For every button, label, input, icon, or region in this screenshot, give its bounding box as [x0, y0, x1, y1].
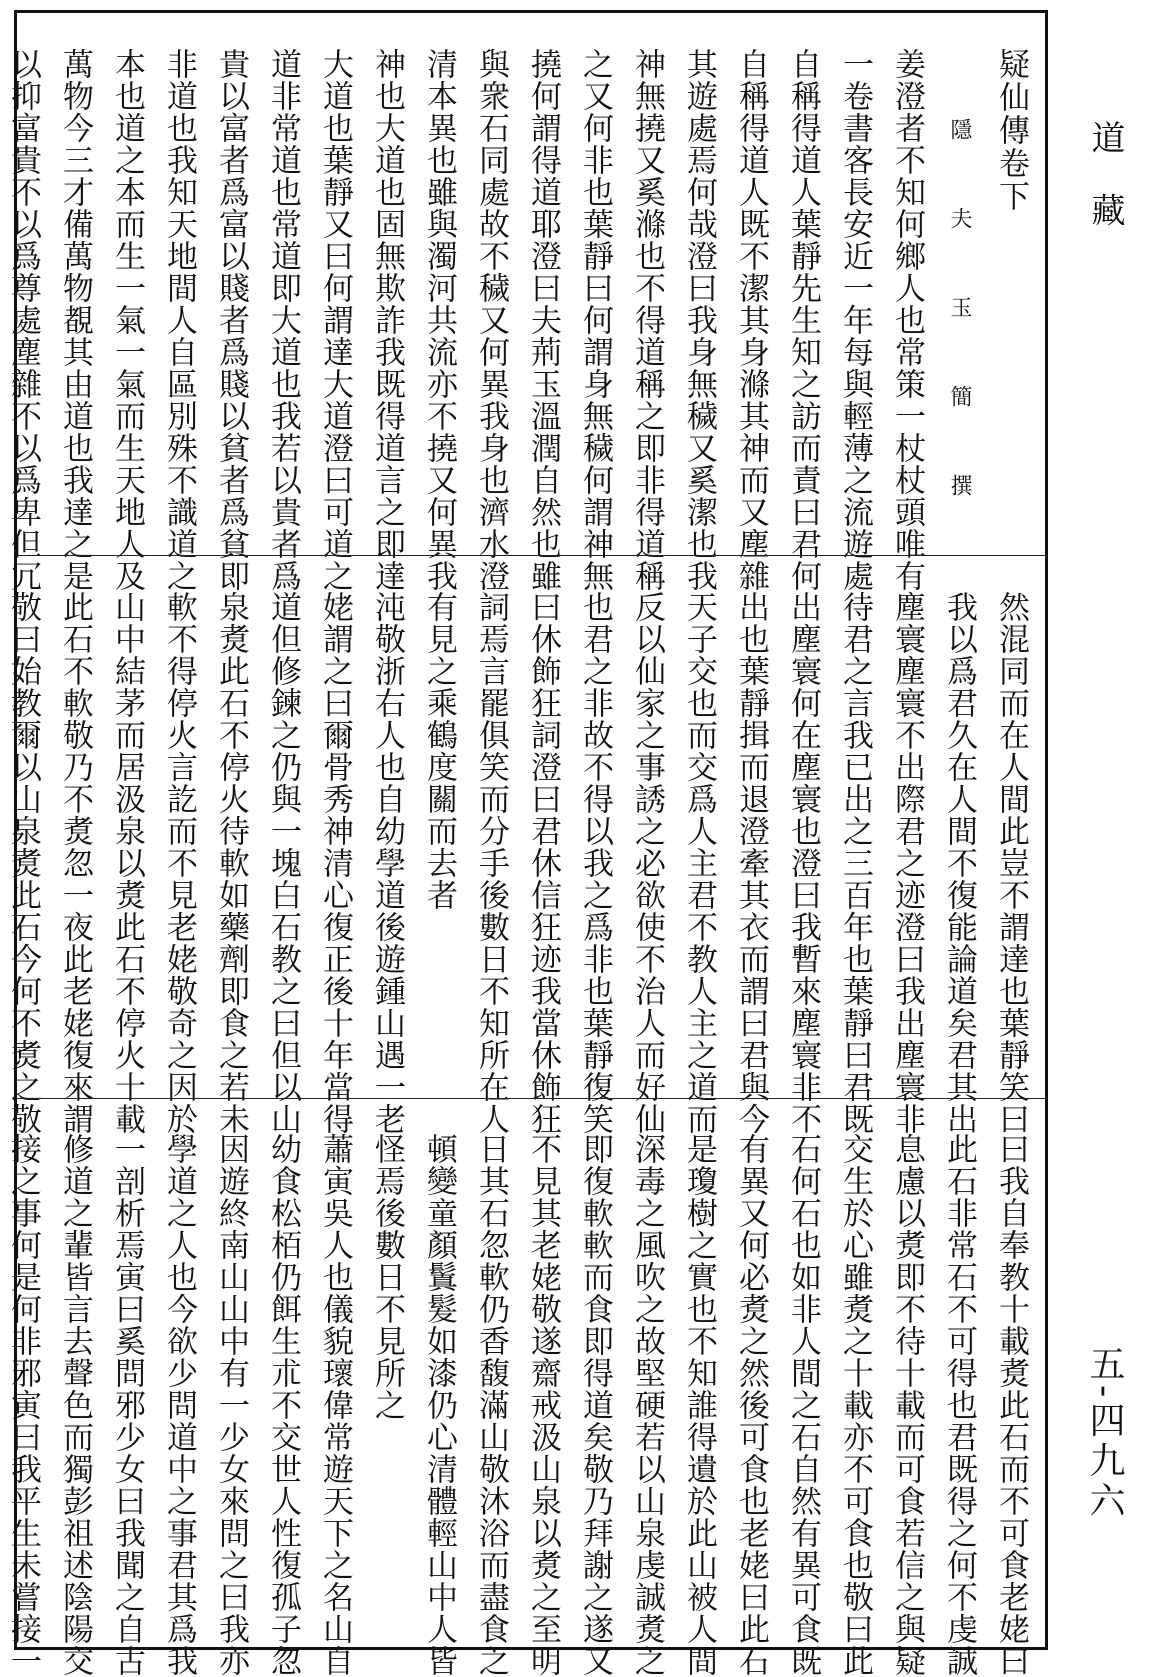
margin-collection-title: 道 藏 — [1085, 120, 1125, 241]
text-line: 我以爲君久在人間不復能論道矣君其出 — [941, 591, 977, 1135]
register-divider — [17, 1098, 1045, 1099]
text-block-middle — [0, 591, 1037, 1135]
text-line: 接之事何是何非邪寅曰我平生未嘗接一 — [5, 1133, 41, 1677]
text-line: 交生於心雖煑之十載亦不可食也敬曰此 — [837, 1133, 873, 1677]
text-line: 塵寰塵寰不出際君之迹澄曰我出塵寰非 — [889, 591, 925, 1135]
text-line: 沌敬浙右人也自幼學道後遊鍾山遇一老 — [369, 591, 405, 1135]
text-line: 天子交也而交爲人主君不教人主之道而 — [681, 591, 717, 1135]
text-line: 曰休飾狂詞澄曰君休信狂迹我當休飾狂 — [525, 591, 561, 1135]
text-line: 幼食松栢仍餌生朮不交世人性復孤子忽 — [265, 1133, 301, 1677]
text-line: 姥謂之曰爾骨秀神清心復正後十年當得 — [317, 591, 353, 1135]
text-line: 詞焉言罷俱笑而分手後數日不知所在人 — [473, 591, 509, 1135]
text-line: 山中結茅而居汲泉以煑此石不停火十載 — [109, 591, 145, 1135]
register-bottom — [5, 1105, 1045, 1677]
text-line: 因遊終南山山中有一少女來問之曰我亦 — [213, 1133, 249, 1677]
text-line: 軟不得停火言訖而不見老姥敬奇之因於 — [161, 591, 197, 1135]
text-line: 道非常道也常道即大道也我若以貴者爲 — [265, 48, 301, 592]
text-line: 大道也葉靜又曰何謂達大道澄曰可道之 — [317, 48, 353, 592]
text-line: 本也道之本而生一氣一氣而生天地人及 — [109, 48, 145, 592]
text-block-top — [0, 48, 1037, 592]
text-line: 蕭寅吳人也儀貌瓌偉常遊天下之名山自 — [317, 1133, 353, 1677]
text-line: 自稱得道人葉靜先生知之訪而責曰君何 — [785, 48, 821, 592]
text-line: 神也大道也固無欺詐我既得道言之即達 — [369, 48, 405, 592]
text-line: 泉煑此石不停火待軟如藥劑即食之若未 — [213, 591, 249, 1135]
text-line: 頓變童顏鬒髮如漆仍心清體輕山中人皆 — [421, 1133, 457, 1677]
register-divider — [17, 555, 1045, 556]
scroll-title: 疑仙傳卷下 — [993, 48, 1029, 213]
text-line: 日其石忽軟仍香馥滿山敬沐浴而盡食之 — [473, 1133, 509, 1677]
text-line: 姜澄者不知何鄉人也常策一杖杖頭唯有 — [889, 48, 925, 592]
text-line: 反以仙家之事誘之必欲使不治人而好仙 — [629, 591, 665, 1135]
text-line: 一剖析焉寅曰奚問邪少女曰我聞之自古 — [109, 1133, 145, 1677]
text-line: 此石不軟敬乃不煑忽一夜此老姥復來謂 — [57, 591, 93, 1135]
text-line: 自稱得道人既不潔其身滌其神而又塵雜 — [733, 48, 769, 592]
text-line: 清本異也雖與濁河共流亦不撓又何異我 — [421, 48, 457, 592]
text-line: 石何石也如非人間之石自然有異可食既 — [785, 1133, 821, 1677]
text-line: 深毒之風吹之故堅硬若以山泉虔誠煑之 — [629, 1133, 665, 1677]
text-line: 有見之乘鶴度關而去者 — [421, 591, 457, 911]
page-number: 五‐四九六 — [1084, 1345, 1125, 1522]
text-line: 非道也我知天地間人自區別殊不識道之 — [161, 48, 197, 592]
text-line: 也君之非故不得以我之爲非也葉靜復笑 — [577, 591, 613, 1135]
text-line: 一卷書客長安近一年每與輕薄之流遊處 — [837, 48, 873, 592]
text-line: 敬曰始教爾以山泉煑此石今何不煑之敬 — [5, 591, 41, 1135]
text-line: 出也葉靜揖而退澄牽其衣而謂曰君與今 — [733, 591, 769, 1135]
text-line: 是瓊樹之實也不知誰得遺於此山被人間 — [681, 1133, 717, 1677]
register-middle — [5, 563, 1045, 1135]
text-line: 以抑富貴不以爲尊處塵雜不以爲卑但冗 — [5, 48, 41, 592]
text-line: 不見其老姥敬遂齋戒汲山泉以煑之至明 — [525, 1133, 561, 1677]
text-line: 曰我自奉教十載煑此石而不可食老姥曰 — [993, 1133, 1029, 1677]
text-line: 息慮以煑即不待十載而可食若信之與疑 — [889, 1133, 925, 1677]
text-line: 之又何非也葉靜曰何謂身無穢何謂神無 — [577, 48, 613, 592]
text-line: 待君之言我已出之三百年也葉靜曰君既 — [837, 591, 873, 1135]
text-block-bottom — [0, 1133, 1037, 1677]
text-line: 怪焉後數日不見所之 — [369, 1133, 405, 1421]
text-line: 道但修鍊之仍與一塊白石教之曰但以山 — [265, 591, 301, 1135]
author-line: 隱 夫 玉 簡 撰 — [947, 118, 972, 526]
text-line: 萬物今三才備萬物覩其由道也我達之是 — [57, 48, 93, 592]
register-top — [5, 20, 1045, 592]
text-line: 貴以富者爲富以賤者爲賤以貧者爲貧即 — [213, 48, 249, 592]
text-line: 撓何謂得道耶澄曰夫荊玉溫潤自然也雖 — [525, 48, 561, 592]
text-line: 學道之人也今欲少問道中之事君其爲我 — [161, 1133, 197, 1677]
text-line: 有異又何必煑之然後可食也老姥曰此石 — [733, 1133, 769, 1677]
text-line: 修道之輩皆言去聲色而獨彭祖述陰陽交 — [57, 1133, 93, 1677]
text-line: 然混同而在人間此豈不謂達也葉靜笑曰 — [993, 591, 1029, 1135]
text-line: 即復軟軟而食即得道矣敬乃拜謝之遂又 — [577, 1133, 613, 1677]
text-line: 此石非常石不可得也君既得之何不虔誠 — [941, 1133, 977, 1677]
text-line: 出塵寰何在塵寰也澄曰我暫來塵寰非不 — [785, 591, 821, 1135]
text-line: 與衆石同處故不穢又何異我身也濟水澄 — [473, 48, 509, 592]
text-line: 其遊處焉何哉澄曰我身無穢又奚潔也我 — [681, 48, 717, 592]
text-line: 神無撓又奚滌也不得道稱之即非得道稱 — [629, 48, 665, 592]
